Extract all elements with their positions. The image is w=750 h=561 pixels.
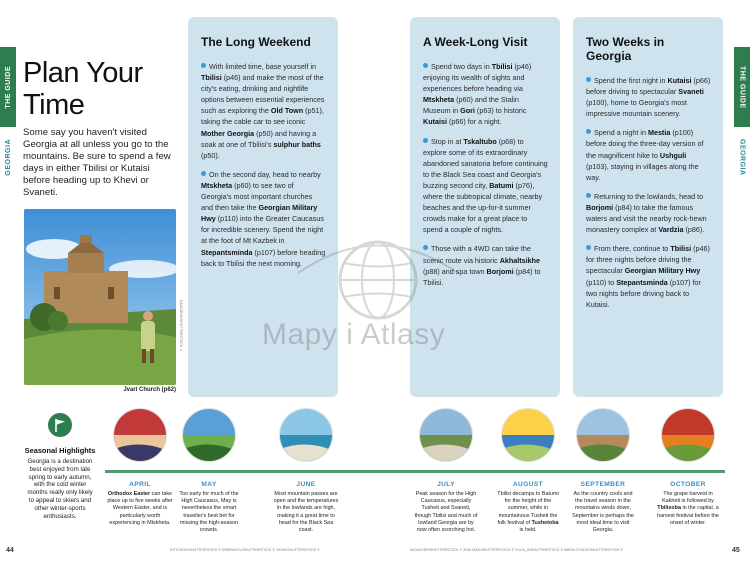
bold-place-name: Stepantsminda <box>616 277 668 287</box>
bold-place-name: Svaneti <box>678 87 704 97</box>
month-april <box>107 408 173 527</box>
month-photo <box>182 408 236 462</box>
month-october <box>655 408 721 527</box>
itinerary-paragraph: Returning to the lowlands, head to Borjomi (p84) to take the famous waters and visit the nearby rock-hewn monastery complex at Vardzia (p86). <box>586 191 707 235</box>
jvari-church-photo <box>24 209 176 385</box>
month-name: MAY <box>201 481 217 488</box>
itinerary-paragraph: Spend the first night in Kutaisi (p66) before driving to spectacular Svaneti (p100), home to Georgia's most impressive mountain scenery. <box>586 76 711 119</box>
month-description: As the country cools and the travel season in the mountains winds down, September is perhaps the most ideal time to visit Georgia. <box>572 491 634 534</box>
month-name: JULY <box>437 481 455 488</box>
bullet-dot-icon <box>586 245 591 250</box>
seasonal-highlights <box>24 413 96 520</box>
page-number-right: 45 <box>732 547 740 554</box>
bold-place-name: Old Town <box>270 106 304 116</box>
bold-place-name: Borjomi <box>486 266 514 276</box>
intro-text: Some say you haven't visited Georgia at all unless you go to the mountains. Be sure to spend a few days in either Tbilisi or Kutaisi before heading up to Khevi or Svaneti. <box>23 127 171 198</box>
bold-place-name: Mestia <box>647 128 671 138</box>
page-title <box>23 57 143 121</box>
bold-place-name: Gori <box>460 106 475 116</box>
month-name: AUGUST <box>512 481 544 488</box>
bullet-dot-icon <box>423 63 428 68</box>
photo-caption: Jvari Church (p62) <box>123 387 176 393</box>
itinerary-paragraph: Spend two days in Tbilisi (p46) enjoying its wealth of sights and experiences before heading via Mtskheta (p60) and the Stalin Museum in Gori (p63) to historic Kutaisi (p66) for a night. <box>423 62 532 127</box>
month-photo <box>279 408 333 462</box>
bold-place-name: Ushguli <box>659 150 687 160</box>
side-tab-the-guide-right: THE GUIDE <box>734 47 750 127</box>
itinerary-paragraph: Stop in at Tskaltubo (p68) to explore some of its extraordinary abandoned sanatoria before continuing to the Black Sea coast and Georgia's buzzing second city, Batumi (p76), where the subtropical climate, nearby beaches and the up-for-it summer crowds make for a great place to spend a couple of nights. <box>423 136 548 235</box>
bold-place-name: Stepantsminda <box>201 247 253 257</box>
month-august <box>495 408 561 534</box>
bold-place-name: Borjomi <box>586 202 614 212</box>
panel-body <box>586 75 711 310</box>
month-photo <box>113 408 167 462</box>
panel-body <box>201 61 326 269</box>
bold-place-name: Vardzia <box>658 225 684 235</box>
month-description: Most mountain passes are open and the temperatures in the lowlands are high, making it a great time to head for the Black Sea coast. <box>273 491 339 534</box>
panel-long-weekend <box>188 17 338 397</box>
bullet-dot-icon <box>586 129 591 134</box>
bold-place-name: Kutaisi <box>423 117 447 127</box>
bullet-dot-icon <box>586 193 591 198</box>
month-photo <box>501 408 555 462</box>
bullet-dot-icon <box>586 77 591 82</box>
bold-place-name: Georgian Military Hwy <box>201 203 318 224</box>
bold-place-name: Mtskheta <box>201 180 233 190</box>
bullet-dot-icon <box>423 138 428 143</box>
watermark-text: Mapy i Atlasy <box>262 318 446 351</box>
flag-icon <box>48 413 72 437</box>
seasonal-text: Georgia is a destination best enjoyed from late spring to early autumn, with the cold winter months really only likely to appeal to skiers and other winter-sports enthusiasts. <box>27 458 93 520</box>
photo-credits-right: INCANGER/SHUTTERSTOCK © ZHAI MAO/SHUTTERSTOCK © YULIA_B/SHUTTERSTOCK © MARIA STUDIO/SHUTTERSTOCK © <box>410 548 624 552</box>
bullet-dot-icon <box>201 171 206 176</box>
bold-place-name: Tushetoba <box>531 519 559 526</box>
side-tab-the-guide-left: THE GUIDE <box>0 47 16 127</box>
bullet-dot-icon <box>423 245 428 250</box>
bold-place-name: Batumi <box>489 180 514 190</box>
panel-two-weeks <box>573 17 723 397</box>
side-tab-georgia-left: GEORGIA <box>0 127 16 187</box>
bold-place-name: sulphur baths <box>273 139 321 149</box>
bold-place-name: Tbilisi <box>201 73 222 83</box>
panel-body <box>423 61 548 288</box>
month-september <box>570 408 636 534</box>
bold-place-name: Mother Georgia <box>201 128 255 138</box>
photo-credit: KAGGIEVA/SHUTTERSTOCK © <box>179 300 183 353</box>
bold-place-name: Kutaisi <box>667 76 692 85</box>
bold-place-name: Georgian Military Hwy <box>624 266 701 276</box>
month-name: APRIL <box>129 481 151 488</box>
itinerary-paragraph: With limited time, base yourself in Tbilisi (p46) and make the most of the city's eating, drinking and nightlife options between essential experiences such as exploring the Old Town (p51), taking the cable car to see iconic Mother Georgia (p50) and having a soak at one of Tbilisi's sulphur baths (p50). <box>201 62 325 160</box>
itinerary-paragraph: On the second day, head to nearby Mtskheta (p60) to see two of Georgia's most important churches and then take the Georgian Military Hwy (p110) into the Greater Caucasus for incredible scenery. Spend the night at the foot of Mt Kazbek in Stepantsminda (p107) before heading back to Tbilisi the next morning. <box>201 169 326 268</box>
bold-place-name: Mtskheta <box>423 95 455 105</box>
bold-place-name: Tbilisi <box>491 62 513 71</box>
month-june <box>273 408 339 534</box>
month-july <box>413 408 479 534</box>
itinerary-paragraph: Spend a night in Mestia (p100) before doing the three-day version of the magnificent hike to Ushguli (p103), staying in villages along the way. <box>586 128 704 182</box>
month-description: Orthodox Easter can take place up to five weeks after Western Easter, and is particularly worth experiencing in Mtskheta. <box>107 491 173 526</box>
month-description: Peak season for the High Caucasus, especially Tusheti and Svaneti, though Tbilisi and much of lowland Georgia are by now often scorching hot. <box>414 491 478 534</box>
month-name: JUNE <box>296 481 316 488</box>
month-description: Too early for much of the High Caucasus, May is nevertheless the smart traveller's best bet for missing the high-season crowds. <box>179 491 239 534</box>
month-may <box>176 408 242 534</box>
photo-credits-left: EOTOKOH/SHUTTERSTOCK © IREBNIKOV/SHUTTERSTOCK © YASEI/SHUTTERSTOCK © <box>170 548 320 552</box>
panel-heading: Two Weeks in Georgia <box>586 35 665 63</box>
bold-place-name: Akhaltsikhe <box>499 255 541 265</box>
bold-place-name: Tskaltubo <box>463 136 497 146</box>
month-photo <box>419 408 473 462</box>
bold-place-name: Orthodox Easter <box>107 491 151 497</box>
bold-place-name: Tbilisi <box>670 244 692 254</box>
month-description: The grape harvest in Kakheti is followed by Tbilisoba in the capital, a harvest festival before the onset of winter. <box>657 491 719 526</box>
page-number-left: 44 <box>6 547 14 554</box>
panel-week-long-visit <box>410 17 560 397</box>
month-name: OCTOBER <box>670 481 706 488</box>
panel-heading: A Week-Long Visit <box>423 35 528 49</box>
side-tab-georgia-right: GEORGIA <box>734 127 750 187</box>
bullet-dot-icon <box>201 63 206 68</box>
page-title-line-2: Time <box>23 89 85 121</box>
bold-place-name: Tbilisoba <box>657 505 681 512</box>
month-name: SEPTEMBER <box>580 481 626 488</box>
month-photo <box>576 408 630 462</box>
itinerary-paragraph: Those with a 4WD can take the scenic route via historic Akhaltsikhe (p88) and spa town Borjomi (p84) to Tbilisi. <box>423 244 541 287</box>
month-description: Tbilisi decamps to Batumi for the height of the summer, while in mountainous Tusheti the folk festival of Tushetoba is held. <box>497 491 559 534</box>
itinerary-paragraph: From there, continue to Tbilisi (p46) for three nights before driving the spectacular Georgian Military Hwy (p110) to Stepantsminda (p107) for two nights before driving back to Kutaisi. <box>586 244 710 309</box>
panel-heading: The Long Weekend <box>201 35 311 49</box>
page-title-line-1: Plan Your <box>23 57 143 89</box>
seasonal-heading: Seasonal Highlights <box>24 446 96 455</box>
month-photo <box>661 408 715 462</box>
